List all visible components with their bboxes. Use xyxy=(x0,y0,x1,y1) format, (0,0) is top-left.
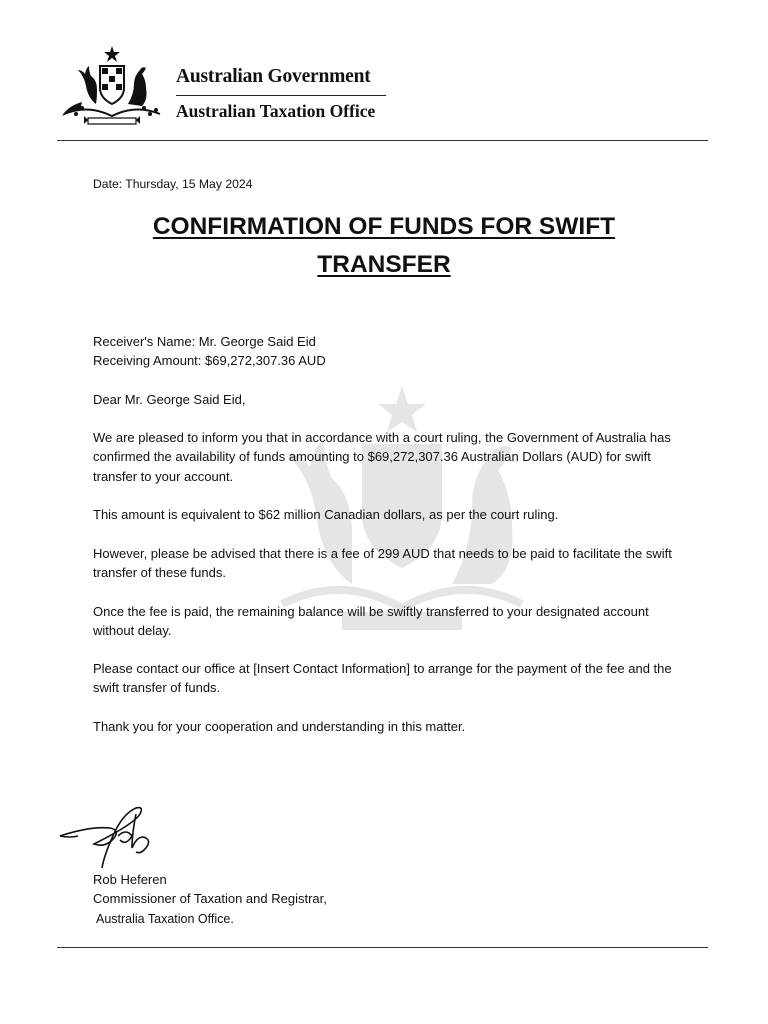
government-title: Australian Government xyxy=(176,66,371,87)
signer-name: Rob Heferen xyxy=(93,872,167,887)
paragraph-contact: Please contact our office at [Insert Contact Information] to arrange for the payment of the fee and the swift transfer of funds. xyxy=(93,661,672,696)
handwritten-signature xyxy=(58,796,188,872)
signer-role: Commissioner of Taxation and Registrar, xyxy=(93,891,327,906)
paragraph-court-ruling: We are pleased to inform you that in accordance with a court ruling, the Government of Australia has confirmed the availability of funds amounting to $69,272,307.36 Australian Dollars (AUD) for swift transfer to your account. xyxy=(93,430,671,484)
paragraph-transfer: Once the fee is paid, the remaining balance will be swiftly transferred to your designated account without delay. xyxy=(93,604,649,639)
paragraph-thanks: Thank you for your cooperation and understanding in this matter. xyxy=(93,719,466,734)
receiver-name: Receiver's Name: Mr. George Said Eid xyxy=(93,334,316,349)
receiving-amount: Receiving Amount: $69,272,307.36 AUD xyxy=(93,353,326,368)
signer-organization: Australia Taxation Office. xyxy=(96,912,234,926)
salutation: Dear Mr. George Said Eid, xyxy=(93,392,246,407)
letter-title-line1: CONFIRMATION OF FUNDS FOR SWIFT xyxy=(152,213,616,240)
header-divider xyxy=(176,95,386,96)
coat-of-arms-icon xyxy=(56,44,168,128)
top-divider xyxy=(57,140,708,141)
letter-date: Date: Thursday, 15 May 2024 xyxy=(93,177,253,191)
bottom-divider xyxy=(57,947,708,948)
letter-title xyxy=(80,208,688,284)
paragraph-fee: However, please be advised that there is a fee of 299 AUD that needs to be paid to facilitate the swift transfer of these funds. xyxy=(93,546,672,581)
letter-title-line2: TRANSFER xyxy=(317,251,451,278)
office-title: Australian Taxation Office xyxy=(176,101,376,121)
paragraph-equivalent: This amount is equivalent to $62 million Canadian dollars, as per the court ruling. xyxy=(93,507,559,522)
